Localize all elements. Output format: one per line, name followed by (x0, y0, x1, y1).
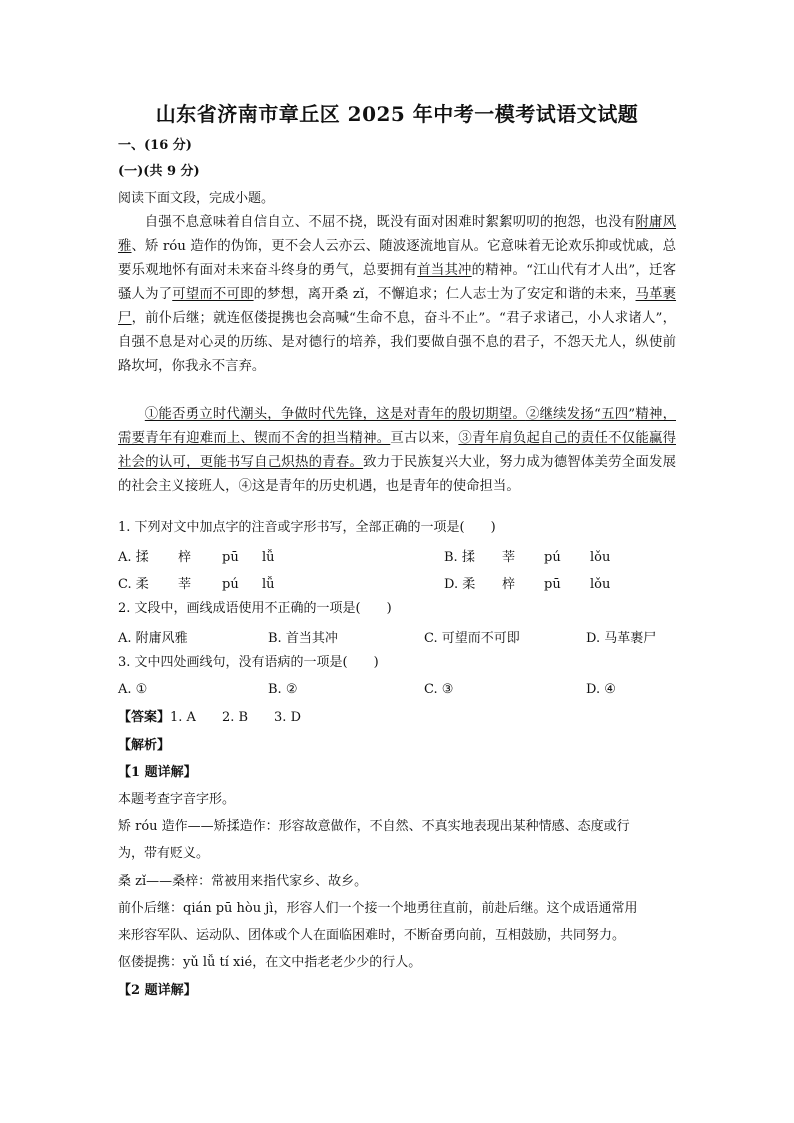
q3-option-c: C. ③ (424, 682, 454, 697)
passage-paragraph-1: 自强不息意味着自信自立、不屈不挠，既没有面对困难时絮絮叨叨的抱怨，也没有附庸风雅、矫 róu 造作的伪饰，更不会人云亦云、随波逐流地盲从。它意味着无论欢乐抑或忧戚，总要乐观地怀有面对未来奋斗终身的勇气，总要拥有首当其冲的精神。“江山代有才人出”，迁客骚人为了可望而不可即的梦想，离开桑 zǐ，不懈追求；仁人志士为了安定和谐的未来，马革裹尸，前仆后继；就连伛偻提携也会高喊“生命不息，奋斗不止”。“君子求诸己，小人求诸人”，自强不息是对心灵的历练、是对德行的培养，我们要做自强不息的君子，不怨天尤人，纵使前路坎坷，你我永不言弃。 (118, 215, 677, 374)
q1-option-c: C. 柔 莘 pú lǚ (118, 577, 275, 592)
underlined-sentence-3: ③青年肩负起自己的责任不仅能赢得社会的认可，更能书写自己炽热的青春。 (118, 431, 677, 470)
underlined-sentence-1: ①能否勇立时代潮头，争做时代先锋，这是对青年的殷切期望。 (144, 407, 526, 422)
question-3-stem: 3. 文中四处画线句，没有语病的一项是( ) (118, 655, 379, 670)
question-1-stem: 1. 下列对文中加点字的注音或字形书写，全部正确的一项是( ) (118, 520, 496, 535)
detail-heading-2: 【2 题详解】 (118, 983, 197, 998)
q3-option-a: A. ① (118, 682, 148, 697)
underlined-idiom-4: 马革裹尸 (118, 287, 677, 326)
underlined-idiom-2: 首当其冲 (417, 263, 472, 278)
underlined-idiom-3: 可望而不可即 (172, 287, 254, 302)
detail-heading-1: 【1 题详解】 (118, 765, 197, 780)
detail-1-line-6: 来形容军队、运动队、团体或个人在面临困难时，不断奋勇向前，互相鼓励，共同努力。 (118, 928, 626, 943)
detail-1-line-3: 为，带有贬义。 (118, 846, 210, 861)
q1-option-d: D. 柔 梓 pū lǒu (444, 577, 611, 592)
answer-label: 【答案】 (118, 710, 171, 725)
subsection-heading: (一)(共 9 分) (118, 164, 200, 179)
q3-option-d: D. ④ (586, 682, 616, 697)
section-heading: 一、(16 分) (118, 138, 192, 153)
answer-text: 1. A 2. B 3. D (170, 710, 301, 725)
q2-option-d: D. 马革裹尸 (586, 631, 657, 646)
analysis-heading: 【解析】 (118, 738, 171, 753)
answer-line (118, 709, 301, 727)
detail-1-line-7: 伛偻提携：yǔ lǚ tí xié，在文中指老老少少的行人。 (118, 955, 422, 970)
q2-option-b: B. 首当其冲 (268, 631, 338, 646)
passage-paragraph-2: ①能否勇立时代潮头，争做时代先锋，这是对青年的殷切期望。②继续发扬“五四”精神，需要青年有迎难而上、锲而不舍的担当精神。亘古以来，③青年肩负起自己的责任不仅能赢得社会的认可，更能书写自己炽热的青春。致力于民族复兴大业，努力成为德智体美劳全面发展的社会主义接班人，④这是青年的历史机遇，也是青年的使命担当。 (118, 407, 677, 494)
reading-instruction: 阅读下面文段，完成小题。 (118, 191, 275, 206)
q1-option-a: A. 揉 梓 pū lǚ (118, 550, 275, 565)
q3-option-b: B. ② (268, 682, 298, 697)
detail-1-line-5: 前仆后继：qián pū hòu jì，形容人们一个接一个地勇往直前，前赴后继。这个成语通常用 (118, 901, 638, 916)
question-2-stem: 2. 文段中，画线成语使用不正确的一项是( ) (118, 601, 392, 616)
underlined-sentence-2: ②继续发扬“五四”精神，需要青年有迎难而上、锲而不舍的担当精神。 (118, 407, 676, 446)
q2-option-a: A. 附庸风雅 (118, 631, 188, 646)
detail-1-line-4: 桑 zǐ——桑梓：常被用来指代家乡、故乡。 (118, 874, 368, 889)
detail-1-line-2: 矫 róu 造作——矫揉造作：形容故意做作，不自然、不真实地表现出某种情感、态度或行 (118, 819, 630, 834)
q2-option-c: C. 可望而不可即 (424, 631, 520, 646)
underlined-idiom-1: 附庸风雅 (118, 215, 677, 254)
detail-1-line-1: 本题考查字音字形。 (118, 792, 236, 807)
page-title: 山东省济南市章丘区 2025 年中考一模考试语文试题 (155, 102, 639, 126)
q1-option-b: B. 揉 莘 pú lǒu (444, 550, 611, 565)
